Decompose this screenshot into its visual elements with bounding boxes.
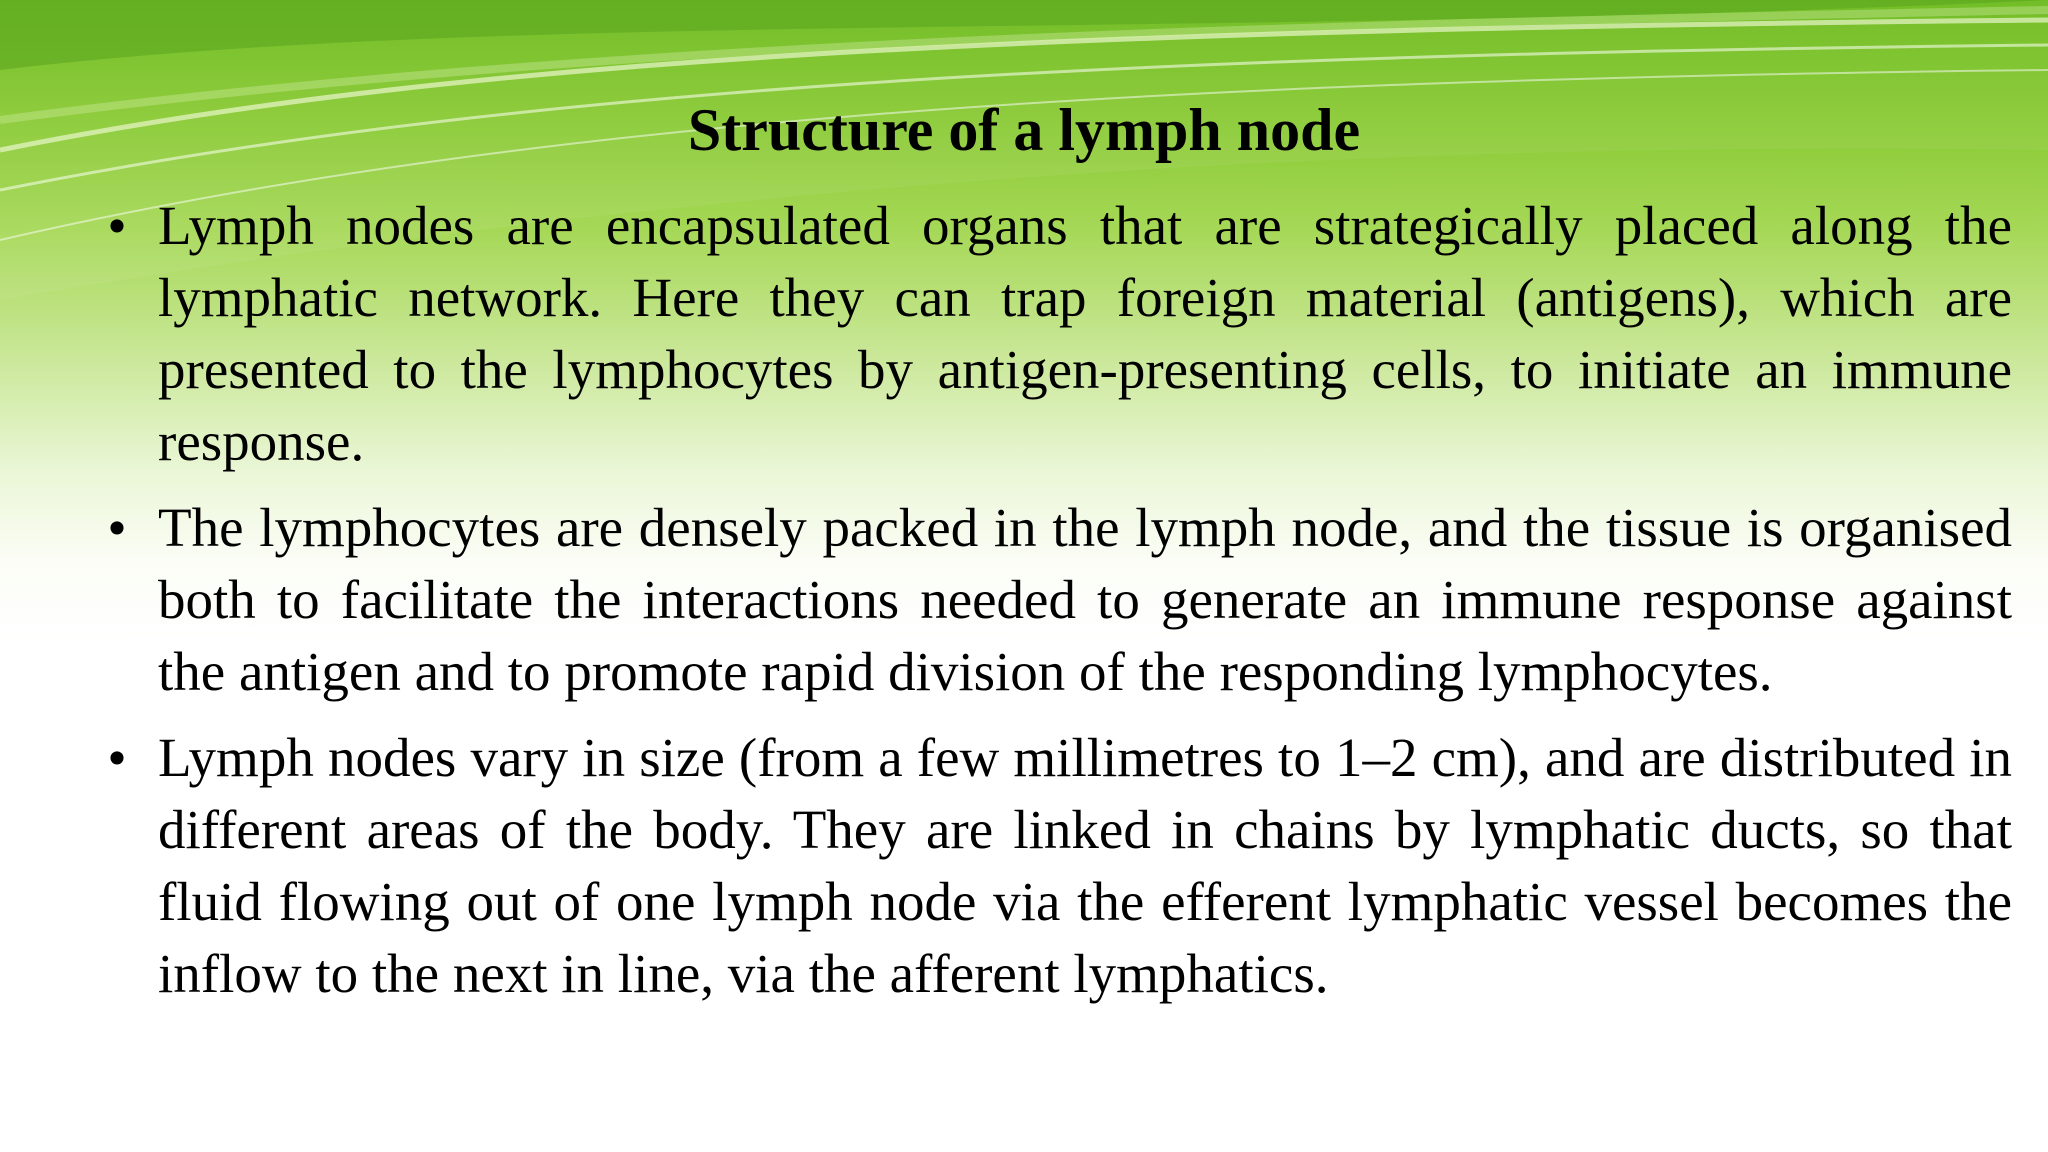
bullet-list [96,190,2012,1024]
slide-title: Structure of a lymph node [687,97,1361,163]
bullet-text: Lymph nodes vary in size (from a few millimetres to 1–2 cm), and are distributed in different areas of the body. They are linked in chains by lymphatic ducts, so that fluid flowing out of one lymph node via the efferent lymphatic vessel becomes the inflow to the next in line, via the afferent lymphatics. [158,727,2012,1004]
bullet-text: The lymphocytes are densely packed in the lymph node, and the tissue is organised both to facilitate the interactions needed to generate an immune response against the antigen and to promote rapid division of the responding lymphocytes. [158,497,2012,702]
bullet-text: Lymph nodes are encapsulated organs that are strategically placed along the lymphatic network. Here they can trap foreign material (antigens), which are presented to the lymphocytes by antigen-presenting cells, to initiate an immune response. [158,195,2012,472]
bullet-item [96,492,2012,708]
bullet-icon: • [107,727,127,788]
bullet-icon: • [107,497,127,558]
bullet-item [96,190,2012,478]
bullet-icon: • [107,195,127,256]
bullet-item [96,722,2012,1010]
